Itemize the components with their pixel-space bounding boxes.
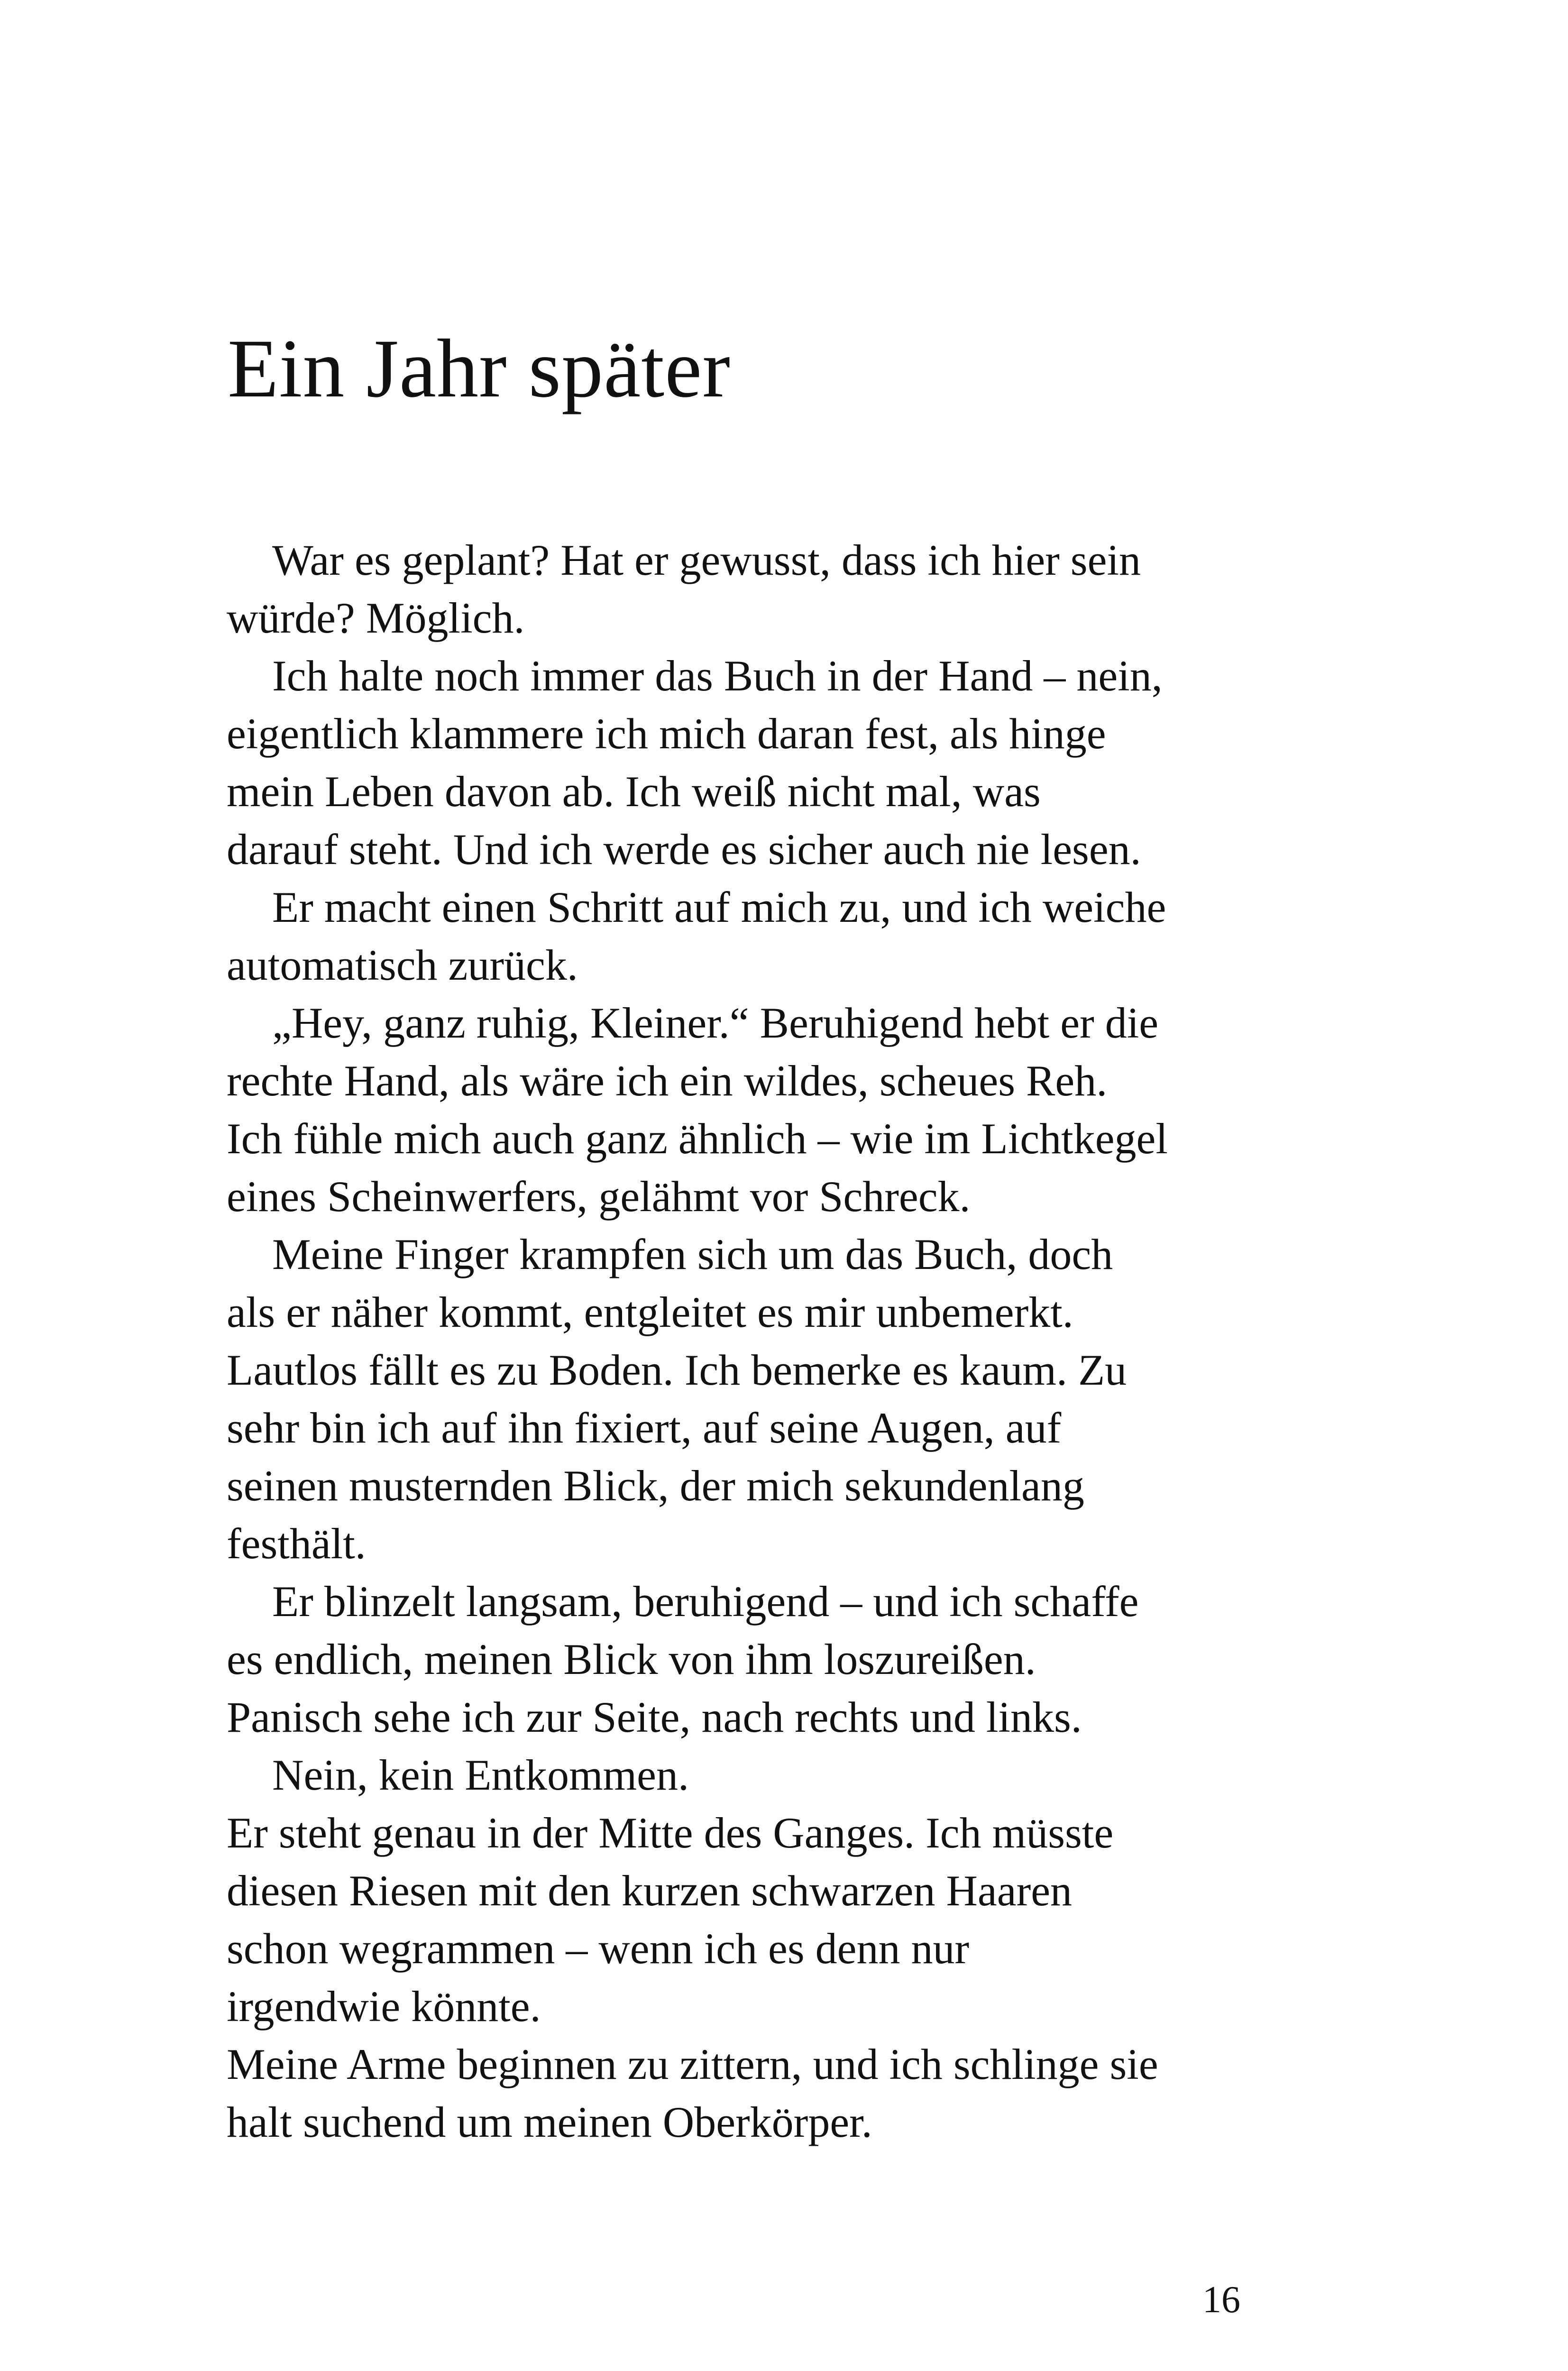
text-line: eines Scheinwerfers, gelähmt vor Schreck. xyxy=(227,1172,971,1221)
text-line: rechte Hand, als wäre ich ein wildes, scheues Reh. xyxy=(227,1057,1108,1105)
text-line: Er blinzelt langsam, beruhigend – und ich schaffe xyxy=(272,1577,1139,1626)
body-text xyxy=(227,531,1317,2151)
text-line: schon wegrammen – wenn ich es denn nur xyxy=(227,1924,970,1973)
page-number: 16 xyxy=(1202,2279,1240,2321)
text-line: Ich fühle mich auch ganz ähnlich – wie im Lichtkegel xyxy=(227,1114,1168,1163)
text-line: Meine Finger krampfen sich um das Buch, doch xyxy=(272,1230,1113,1278)
text-line: Nein, kein Entkommen. xyxy=(272,1751,689,1799)
text-line: „Hey, ganz ruhig, Kleiner.“ Beruhigend hebt er die xyxy=(272,999,1159,1047)
text-line: Ich halte noch immer das Buch in der Hand – nein, xyxy=(272,652,1163,700)
text-line: halt suchend um meinen Oberkörper. xyxy=(227,2098,872,2146)
text-line: sehr bin ich auf ihn fixiert, auf seine Augen, auf xyxy=(227,1404,1062,1452)
text-line: mein Leben davon ab. Ich weiß nicht mal, was xyxy=(227,767,1041,816)
chapter-title: Ein Jahr später xyxy=(228,322,731,415)
text-line: es endlich, meinen Blick von ihm loszureißen. xyxy=(227,1635,1036,1683)
text-line: Meine Arme beginnen zu zittern, und ich schlinge sie xyxy=(227,2040,1158,2088)
text-line: Lautlos fällt es zu Boden. Ich bemerke es kaum. Zu xyxy=(227,1346,1127,1394)
text-line: seinen musternden Blick, der mich sekundenlang xyxy=(227,1461,1084,1510)
text-line: würde? Möglich. xyxy=(227,594,525,642)
text-line: als er näher kommt, entgleitet es mir unbemerkt. xyxy=(227,1288,1073,1336)
text-line: eigentlich klammere ich mich daran fest, als hinge xyxy=(227,709,1106,758)
text-line: irgendwie könnte. xyxy=(227,1982,541,2031)
text-line: Panisch sehe ich zur Seite, nach rechts und links. xyxy=(227,1693,1082,1741)
text-line: War es geplant? Hat er gewusst, dass ich hier sein xyxy=(272,536,1141,584)
text-line: festhält. xyxy=(227,1519,366,1568)
text-line: Er steht genau in der Mitte des Ganges. Ich müsste xyxy=(227,1809,1114,1857)
text-line: diesen Riesen mit den kurzen schwarzen Haaren xyxy=(227,1866,1073,1915)
text-line: automatisch zurück. xyxy=(227,941,578,989)
text-line: darauf steht. Und ich werde es sicher auch nie lesen. xyxy=(227,825,1141,873)
text-line: Er macht einen Schritt auf mich zu, und ich weiche xyxy=(272,883,1166,931)
